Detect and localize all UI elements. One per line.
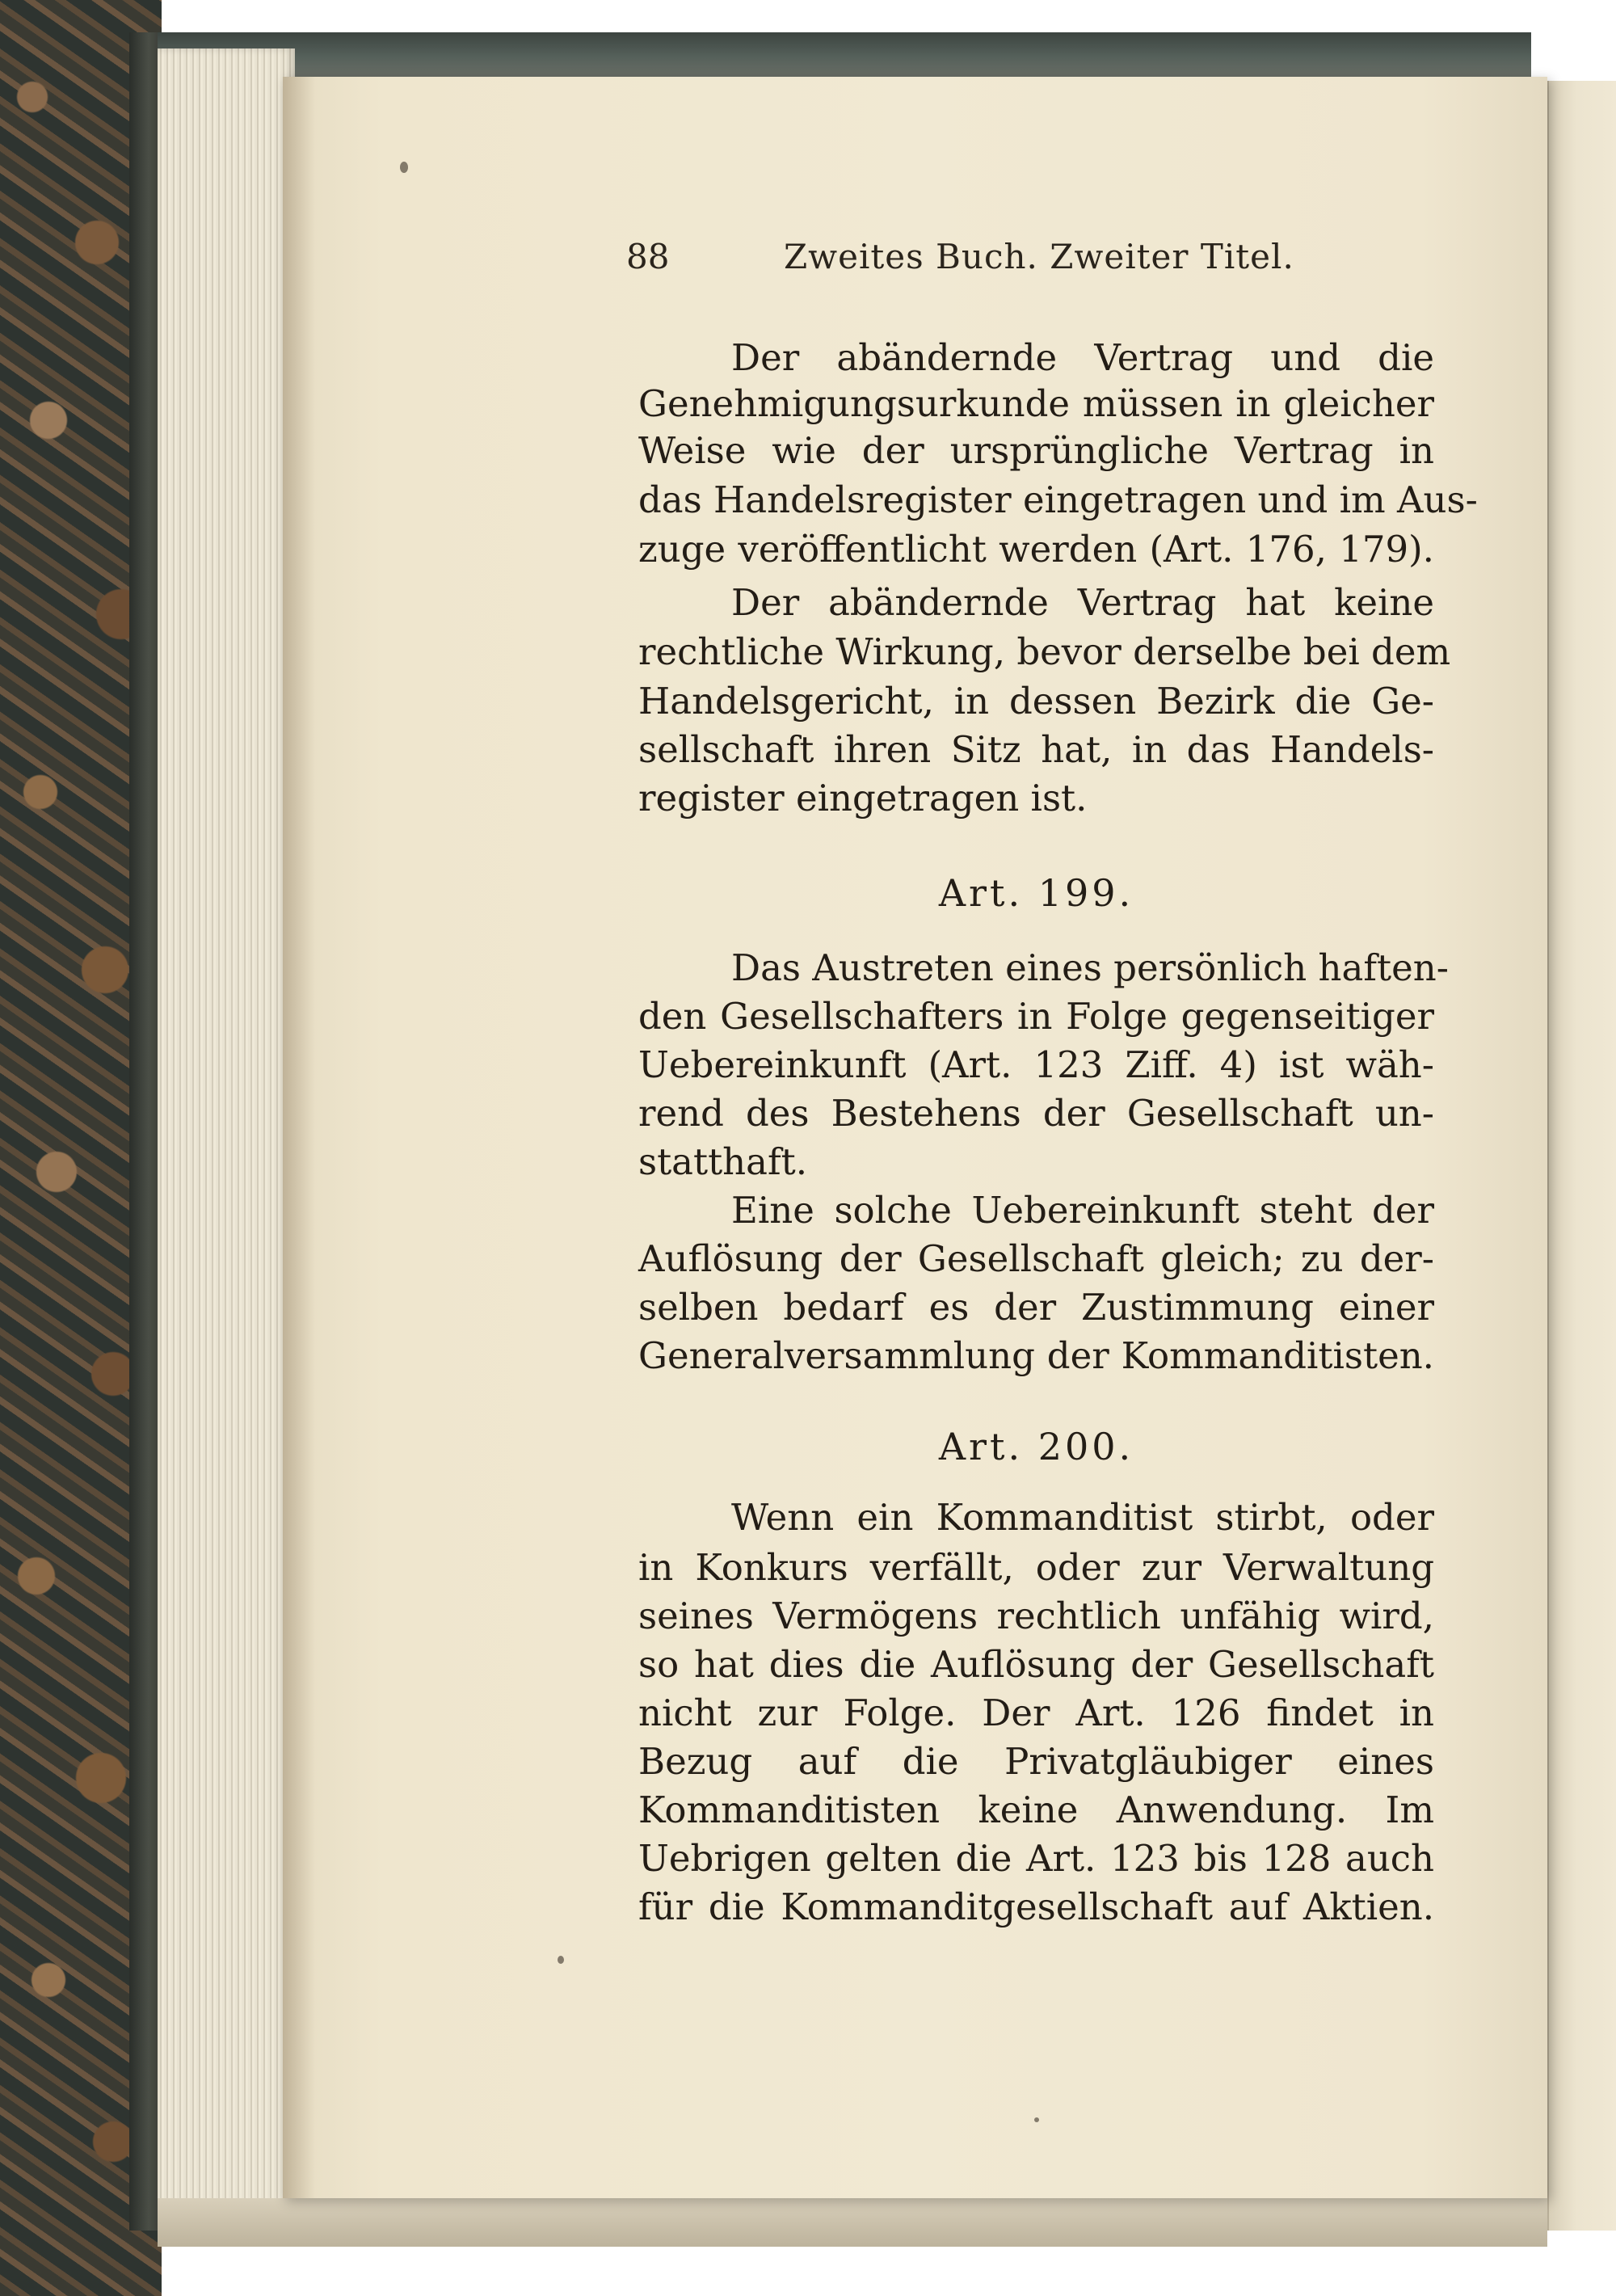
text-line: seines Vermögens rechtlich unfähig wird, (638, 1595, 1434, 1637)
text-line: den Gesellschafters in Folge gegenseitiger (638, 995, 1434, 1038)
text-line: Das Austreten eines persönlich haften- (731, 946, 1449, 989)
text-line: Weise wie der ursprüngliche Vertrag in (638, 429, 1434, 472)
running-title: Zweites Buch. Zweiter Titel. (784, 237, 1294, 276)
page-block-edges (158, 48, 295, 2239)
text-line: Der abändernde Vertrag und die (731, 336, 1434, 379)
book-bottom-edge (158, 2198, 1547, 2247)
page-speck (400, 162, 408, 173)
book-top-edge (158, 32, 1531, 81)
page-speck (1034, 2117, 1039, 2122)
gutter-shadow (283, 77, 315, 2198)
text-line: das Handelsregister eingetragen und im Aus- (638, 478, 1478, 521)
text-line: rechtliche Wirkung, bevor derselbe bei dem (638, 630, 1451, 673)
text-line: rend des Bestehens der Gesellschaft un- (638, 1092, 1434, 1135)
page-speck (558, 1956, 564, 1964)
text-line: nicht zur Folge. Der Art. 126 findet in (638, 1691, 1434, 1734)
text-line: Auflösung der Gesellschaft gleich; zu der- (638, 1237, 1434, 1280)
text-line: Generalversammlung der Kommanditisten. (638, 1334, 1434, 1377)
text-line: Kommanditisten keine Anwendung. Im (638, 1788, 1434, 1831)
text-line: Eine solche Uebereinkunft steht der (731, 1189, 1434, 1232)
text-line: Der abändernde Vertrag hat keine (731, 581, 1434, 624)
text-line: sellschaft ihren Sitz hat, in das Handels- (638, 728, 1434, 771)
page-number: 88 (626, 237, 670, 276)
facing-page-edge (1547, 81, 1616, 2231)
text-line: zuge veröffentlicht werden (Art. 176, 179). (638, 528, 1434, 571)
cover-spine-edge (129, 32, 162, 2231)
text-line: Uebereinkunft (Art. 123 Ziff. 4) ist wäh- (638, 1043, 1434, 1086)
text-line: Uebrigen gelten die Art. 123 bis 128 auch (638, 1837, 1434, 1880)
text-line: statthaft. (638, 1140, 808, 1183)
article-heading: Art. 199. (938, 871, 1134, 915)
text-line: Handelsgericht, in dessen Bezirk die Ge- (638, 680, 1434, 723)
text-line: register eingetragen ist. (638, 777, 1088, 819)
text-line: Wenn ein Kommanditist stirbt, oder (731, 1496, 1434, 1539)
text-line: Genehmigungsurkunde müssen in gleicher (638, 382, 1434, 425)
article-heading: Art. 200. (938, 1425, 1134, 1468)
text-line: Bezug auf die Privatgläubiger eines (638, 1740, 1434, 1783)
text-line: für die Kommanditgesellschaft auf Aktien. (638, 1885, 1434, 1928)
text-line: in Konkurs verfällt, oder zur Verwaltung (638, 1546, 1434, 1589)
running-header (626, 237, 1294, 285)
text-line: so hat dies die Auflösung der Gesellschaft (638, 1643, 1434, 1686)
text-line: selben bedarf es der Zustimmung einer (638, 1286, 1434, 1329)
